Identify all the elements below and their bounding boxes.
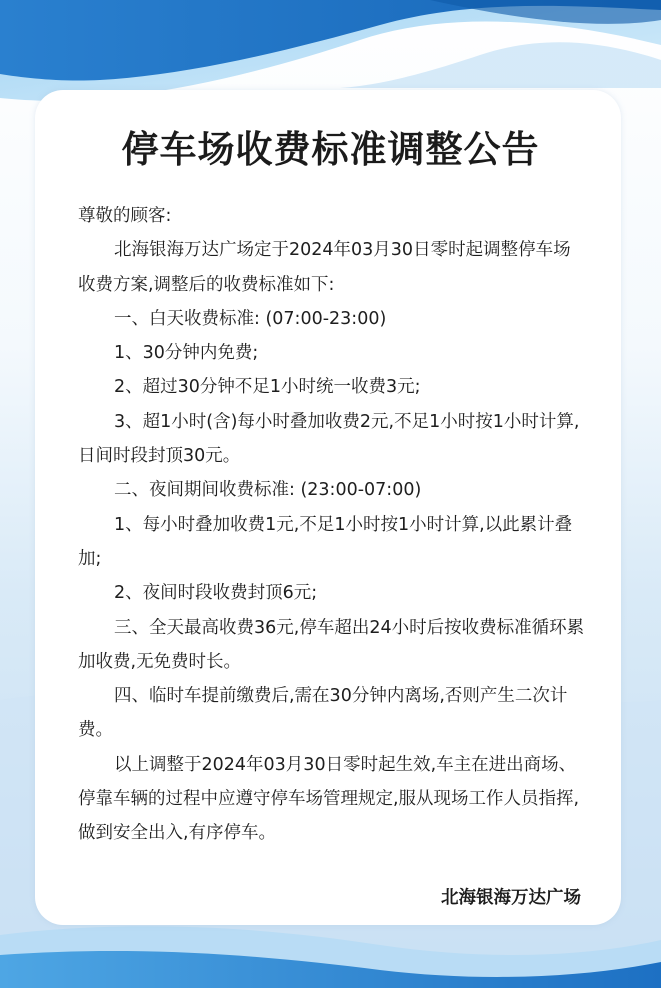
day-heading: 一、白天收费标准: (07:00-23:00) [114, 308, 387, 329]
night-rule-1: 1、每小时叠加收费1元,不足1小时按1小时计算,以此累计叠加; [78, 514, 573, 569]
notice-title: 停车场收费标准调整公告 [121, 128, 540, 171]
signature: 北海银海万达广场 [441, 888, 581, 908]
night-rule-2: 2、夜间时段收费封顶6元; [114, 583, 318, 604]
night-heading: 二、夜间期间收费标准: (23:00-07:00) [114, 480, 422, 501]
intro-paragraph: 北海银海万达广场定于2024年03月30日零时起调整停车场收费方案,调整后的收费标准如下: [78, 240, 571, 295]
closing-paragraph: 以上调整于2024年03月30日零时起生效,车主在进出商场、停靠车辆的过程中应遵守停车场管理规定,服从现场工作人员指挥,做到安全出入,有序停车。 [78, 754, 580, 844]
day-rule-1: 1、30分钟内免费; [114, 343, 259, 364]
day-rule-3: 3、超1小时(含)每小时叠加收费2元,不足1小时按1小时计算,日间时段封顶30元。 [78, 411, 580, 467]
day-rule-2: 2、超过30分钟不足1小时统一收费3元; [114, 377, 421, 398]
item-4: 四、临时车提前缴费后,需在30分钟内离场,否则产生二次计费。 [78, 686, 568, 741]
item-3: 三、全天最高收费36元,停车超出24小时后按收费标准循环累加收费,无免费时长。 [78, 617, 585, 672]
greeting: 尊敬的顾客: [78, 206, 172, 226]
notice-body [78, 199, 586, 851]
